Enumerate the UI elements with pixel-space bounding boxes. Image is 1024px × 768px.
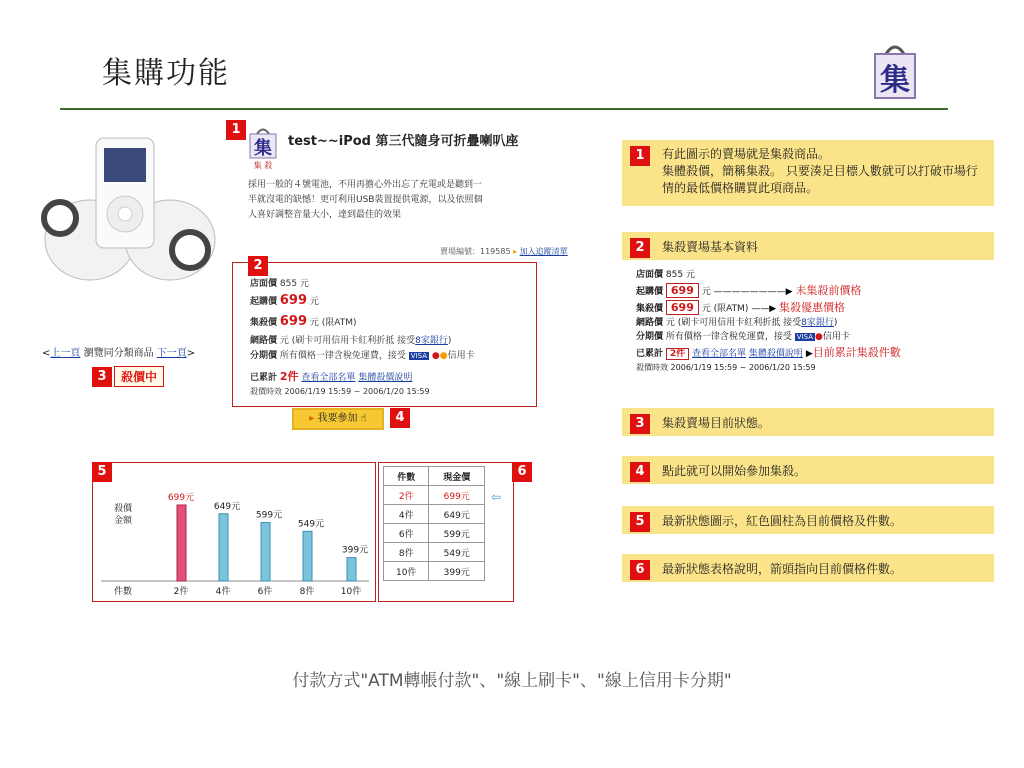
group-price-row xyxy=(250,314,357,329)
step-number: 2 xyxy=(630,238,650,258)
step-text: 最新狀態表格說明，箭頭指向目前價格件數。 xyxy=(662,562,903,576)
x-tick-label: 4件 xyxy=(215,587,231,597)
step-3 xyxy=(622,408,994,436)
bar xyxy=(261,523,270,581)
store-id: 賣場編號：119585 ▸ 加入追蹤清單 xyxy=(440,247,568,256)
title-divider xyxy=(60,108,948,110)
view-list-link[interactable]: 查看全部名單 xyxy=(301,373,356,383)
table-row xyxy=(384,543,485,562)
thumb-group-price: 集殺價 699 元 (限ATM) ——▶ 集殺優惠價格 xyxy=(636,301,846,314)
step-5 xyxy=(622,506,994,534)
time-row xyxy=(250,386,430,397)
table-row xyxy=(384,486,485,505)
table-cell: 8件 xyxy=(384,543,429,562)
start-price-label: 起購價 xyxy=(250,297,278,307)
step-1 xyxy=(622,140,994,206)
table-cell: 549元 xyxy=(429,543,485,562)
step-number: 5 xyxy=(630,512,650,532)
thumb-store-price-label: 店面價 xyxy=(636,270,664,280)
visa-icon: VISA xyxy=(410,352,427,360)
price-chart xyxy=(93,463,374,600)
bar-value-label: 599元 xyxy=(255,510,283,521)
bar-value-label: 549元 xyxy=(297,519,325,530)
thumb-group-value: 699 xyxy=(666,300,699,315)
table-cell: 599元 xyxy=(429,524,485,543)
annotation-discount-price: 集殺優惠價格 xyxy=(779,301,846,314)
step-6 xyxy=(622,554,994,582)
table-cell: 399元 xyxy=(429,562,485,581)
payment-methods-footer: 付款方式"ATM轉帳付款"、"線上刷卡"、"線上信用卡分期" xyxy=(292,671,732,691)
total-value: 2件 xyxy=(279,370,299,383)
bar-value-label: 649元 xyxy=(213,501,241,512)
thumb-store-price xyxy=(636,268,996,282)
bar-value-label: 399元 xyxy=(341,545,369,556)
thumb-total: 已累計 2件 查看全部名單 集體殺價說明 ▶目前累計集殺件數 xyxy=(636,346,901,359)
step-text: 有此圖示的賣場就是集殺商品。 集體殺價，簡稱集殺。 只要湊足目標人數就可以打破市場行情的最低價格購買此項商品。 xyxy=(662,147,978,195)
svg-text:集 殺: 集 殺 xyxy=(253,161,273,170)
x-tick-label: 8件 xyxy=(299,587,315,597)
bar xyxy=(303,531,312,581)
mastercard-icon-2: ● xyxy=(439,351,448,361)
table-row xyxy=(384,505,485,524)
thumb-install-label: 分期價 xyxy=(636,332,664,342)
store-price-row xyxy=(250,276,309,289)
thumb-store-price-value: 855 元 xyxy=(665,270,695,280)
store-id-text: 賣場編號：119585 xyxy=(440,247,511,256)
online-price-value: 元 (刷卡可用信用卡紅利折抵 接受 xyxy=(279,336,416,346)
callout-4: 4 xyxy=(390,408,410,428)
total-row xyxy=(250,368,412,384)
start-price-row xyxy=(250,293,319,308)
step-text: 點此就可以開始參加集殺。 xyxy=(662,464,807,478)
step-number: 1 xyxy=(630,146,650,166)
y-axis-label: 殺價 xyxy=(113,504,133,514)
arrow-left-icon: ⇦ xyxy=(491,490,502,504)
bar xyxy=(347,558,356,581)
product-image xyxy=(40,130,220,300)
thumb-total-value: 2件 xyxy=(666,348,689,360)
thumb-time-value: 2006/1/19 15:59 ~ 2006/1/20 15:59 xyxy=(670,363,816,372)
annotation-original-price: 未集殺前價格 xyxy=(795,284,862,297)
x-axis-label: 件數 xyxy=(113,587,133,597)
status-row xyxy=(92,366,164,387)
price-table xyxy=(383,466,485,581)
annotation-total-count: 目前累計集殺件數 xyxy=(812,346,901,359)
time-value: 2006/1/19 15:59 ~ 2006/1/20 15:59 xyxy=(284,387,430,396)
thumb-banks-link[interactable]: 8家銀行 xyxy=(801,318,834,328)
next-page-link[interactable]: 下一頁 xyxy=(156,348,187,359)
callout-5: 5 xyxy=(92,462,112,482)
time-label: 殺價時效 xyxy=(250,387,282,396)
status-badge: 殺價中 xyxy=(114,366,164,387)
x-tick-label: 6件 xyxy=(257,587,273,597)
group-price-value: 699 xyxy=(279,314,308,329)
thumb-card-icon: ● xyxy=(815,332,823,342)
x-tick-label: 10件 xyxy=(340,587,362,597)
installment-tail: 信用卡 xyxy=(447,351,475,361)
step-number: 3 xyxy=(630,414,650,434)
table-header: 件數 xyxy=(384,467,429,486)
start-price-unit: 元 xyxy=(309,297,319,307)
group-kill-icon xyxy=(246,126,280,170)
thumb-online-value: 元 (刷卡可用信用卡紅利折抵 接受 xyxy=(665,318,802,328)
table-row xyxy=(384,524,485,543)
installment-label: 分期價 xyxy=(250,351,278,361)
group-price-suffix: 元 (限ATM) xyxy=(309,318,357,328)
join-button-label: 我要參加 xyxy=(317,413,358,424)
banks-link[interactable]: 8家銀行 xyxy=(415,336,448,346)
rules-link[interactable]: 集體殺價說明 xyxy=(358,373,413,383)
thumb-start-unit: 元 xyxy=(701,287,711,297)
thumb-group-label: 集殺價 xyxy=(636,304,664,314)
thumb-start-label: 起購價 xyxy=(636,287,664,297)
thumb-start-value: 699 xyxy=(666,283,699,298)
step-4 xyxy=(622,456,994,484)
category-nav: <上一頁 瀏覽同分類商品 下一頁> xyxy=(42,348,196,359)
info-thumbnail xyxy=(636,268,996,375)
bar xyxy=(219,514,228,581)
callout-1: 1 xyxy=(226,120,246,140)
callout-3: 3 xyxy=(92,367,112,387)
svg-text:集: 集 xyxy=(880,63,910,98)
table-cell: 649元 xyxy=(429,505,485,524)
step-text: 最新狀態圖示，紅色圓柱為目前價格及件數。 xyxy=(662,514,903,528)
table-row xyxy=(384,562,485,581)
table-cell: 2件 xyxy=(384,486,429,505)
product-name: test~~iPod 第三代隨身可折疊喇叭座 xyxy=(288,134,519,149)
thumb-install xyxy=(636,330,996,344)
nav-label: 瀏覽同分類商品 xyxy=(83,348,154,359)
total-label: 已累計 xyxy=(250,373,278,383)
store-price-value: 855 元 xyxy=(279,279,309,289)
thumb-time xyxy=(636,361,996,375)
price-table-panel xyxy=(378,462,514,602)
x-tick-label: 2件 xyxy=(173,587,189,597)
thumb-visa-icon: VISA xyxy=(796,333,813,341)
table-header: 現金價 xyxy=(429,467,485,486)
thumb-group-suffix: 元 (限ATM) xyxy=(701,304,749,314)
start-price-value: 699 xyxy=(279,293,308,308)
thumb-rules-link[interactable]: 集體殺價說明 xyxy=(748,349,803,359)
thumb-total-label: 已累計 xyxy=(636,349,664,359)
thumb-online: 網路價 元 (刷卡可用信用卡紅利折抵 接受8家銀行) xyxy=(636,318,838,328)
step-text: 集殺賣場基本資料 xyxy=(662,240,759,254)
installment-value: 所有價格一律含稅免運費，接受 xyxy=(279,351,406,361)
online-price-row: 網路價 元 (刷卡可用信用卡紅利折抵 接受8家銀行) xyxy=(250,336,452,346)
hand-cursor-icon: ☝ xyxy=(360,413,367,424)
callout-6: 6 xyxy=(512,462,532,482)
prev-page-link[interactable]: 上一頁 xyxy=(50,348,81,359)
join-button[interactable]: ▸ 我要參加 ☝ xyxy=(292,408,384,430)
installment-row xyxy=(250,348,475,361)
group-buy-logo-icon xyxy=(855,38,935,100)
table-cell: 6件 xyxy=(384,524,429,543)
store-price-label: 店面價 xyxy=(250,279,278,289)
thumb-start-price: 起購價 699 元 ————————▶ 未集殺前價格 xyxy=(636,284,862,297)
table-cell: 10件 xyxy=(384,562,429,581)
bar xyxy=(177,505,186,581)
product-description: 採用一般的４號電池，不用再擔心外出忘了充電或是聽到一半就沒電的缺憾！更可利用USB裝置提供電源，以及依照個人喜好調整音量大小，達到最佳的效果 xyxy=(248,180,483,220)
svg-text:集: 集 xyxy=(254,138,272,159)
thumb-install-value: 所有價格一律含稅免運費，接受 xyxy=(665,332,792,342)
table-cell: 699元 xyxy=(429,486,485,505)
bar-value-label: 699元 xyxy=(167,493,195,503)
thumb-install-tail: 信用卡 xyxy=(822,332,850,342)
table-cell: 4件 xyxy=(384,505,429,524)
group-price-label: 集殺價 xyxy=(250,318,278,328)
thumb-list-link[interactable]: 查看全部名單 xyxy=(692,349,747,359)
step-number: 6 xyxy=(630,560,650,580)
step-text: 集殺賣場目前狀態。 xyxy=(662,416,771,430)
step-number: 4 xyxy=(630,462,650,482)
slide-title: 集購功能 xyxy=(102,56,230,91)
thumb-online-label: 網路價 xyxy=(636,318,664,328)
add-watch-link[interactable]: 加入追蹤清單 xyxy=(519,247,568,256)
y-axis-label-2: 金額 xyxy=(113,516,133,526)
price-chart-panel xyxy=(92,462,376,602)
callout-2: 2 xyxy=(248,256,268,276)
thumb-time-label: 殺價時效 xyxy=(636,363,668,372)
step-2 xyxy=(622,232,994,260)
online-price-label: 網路價 xyxy=(250,336,278,346)
mastercard-icon: ● xyxy=(431,351,440,361)
